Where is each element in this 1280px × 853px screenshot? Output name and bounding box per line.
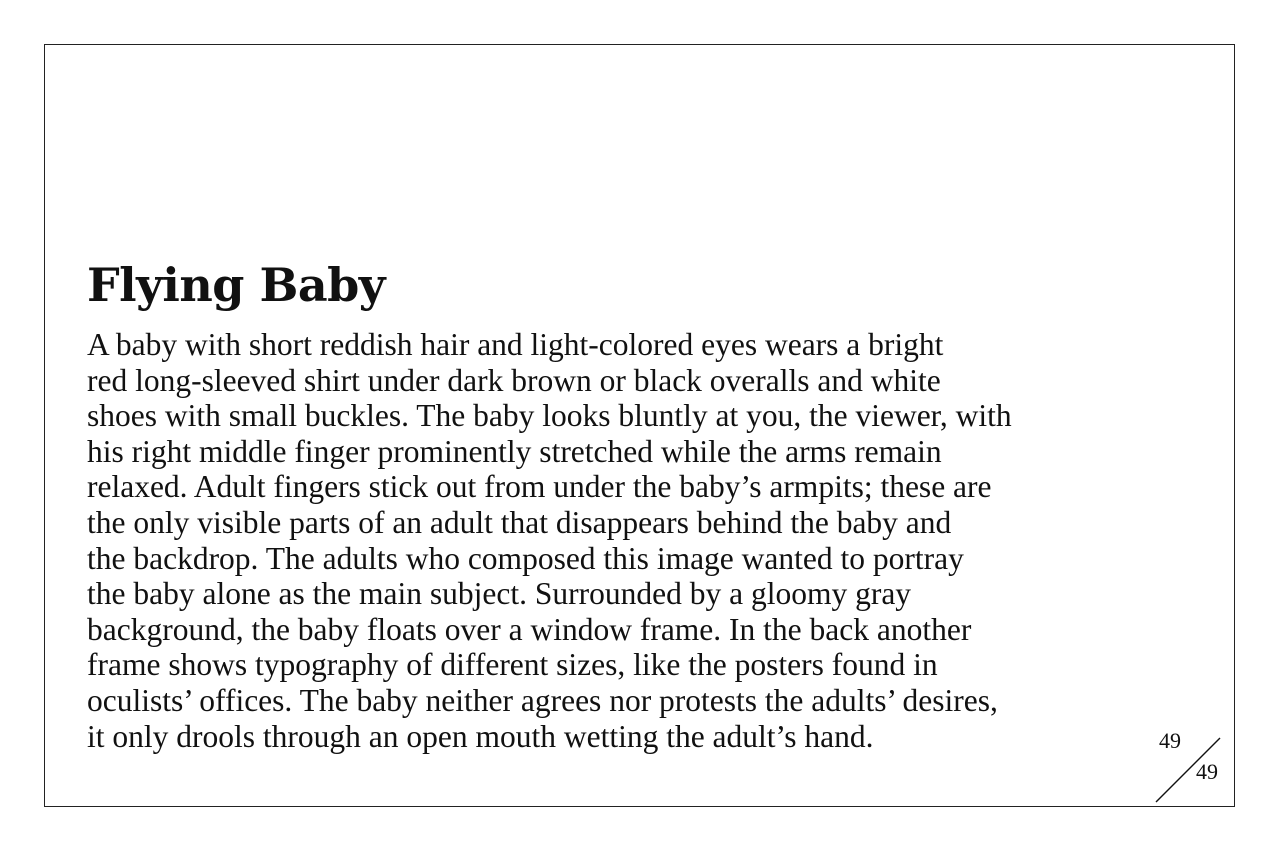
description-line: A baby with short reddish hair and light-colored eyes wears a bright [87,327,944,362]
description-line: his right middle finger prominently stretched while the arms remain [87,433,942,469]
page-number [1144,716,1234,806]
description-line: frame shows typography of different sizes, like the posters found in [87,647,938,683]
page-total: 49 [1196,759,1218,784]
description-line: it only drools through an open mouth wetting the adult’s hand. [87,718,874,754]
description-line: background, the baby floats over a window frame. In the back another [87,611,972,647]
description-line: the baby alone as the main subject. Surrounded by a gloomy gray [87,576,912,612]
page-current: 49 [1159,728,1181,753]
card-title: Flying Baby [87,258,386,312]
description-line: shoes with small buckles. The baby looks bluntly at you, the viewer, with [87,398,1012,434]
description-line: relaxed. Adult fingers stick out from under the baby’s armpits; these are [87,469,992,505]
description-line: the backdrop. The adults who composed this image wanted to portray [87,540,964,576]
description-line: the only visible parts of an adult that disappears behind the baby and [87,504,952,540]
text-card [44,44,1235,807]
description-line: red long-sleeved shirt under dark brown or black overalls and white [87,362,941,398]
description-text [87,327,1207,754]
page-divider-slash [1144,716,1234,806]
description-line: oculists’ offices. The baby neither agrees nor protests the adults’ desires, [87,682,998,718]
